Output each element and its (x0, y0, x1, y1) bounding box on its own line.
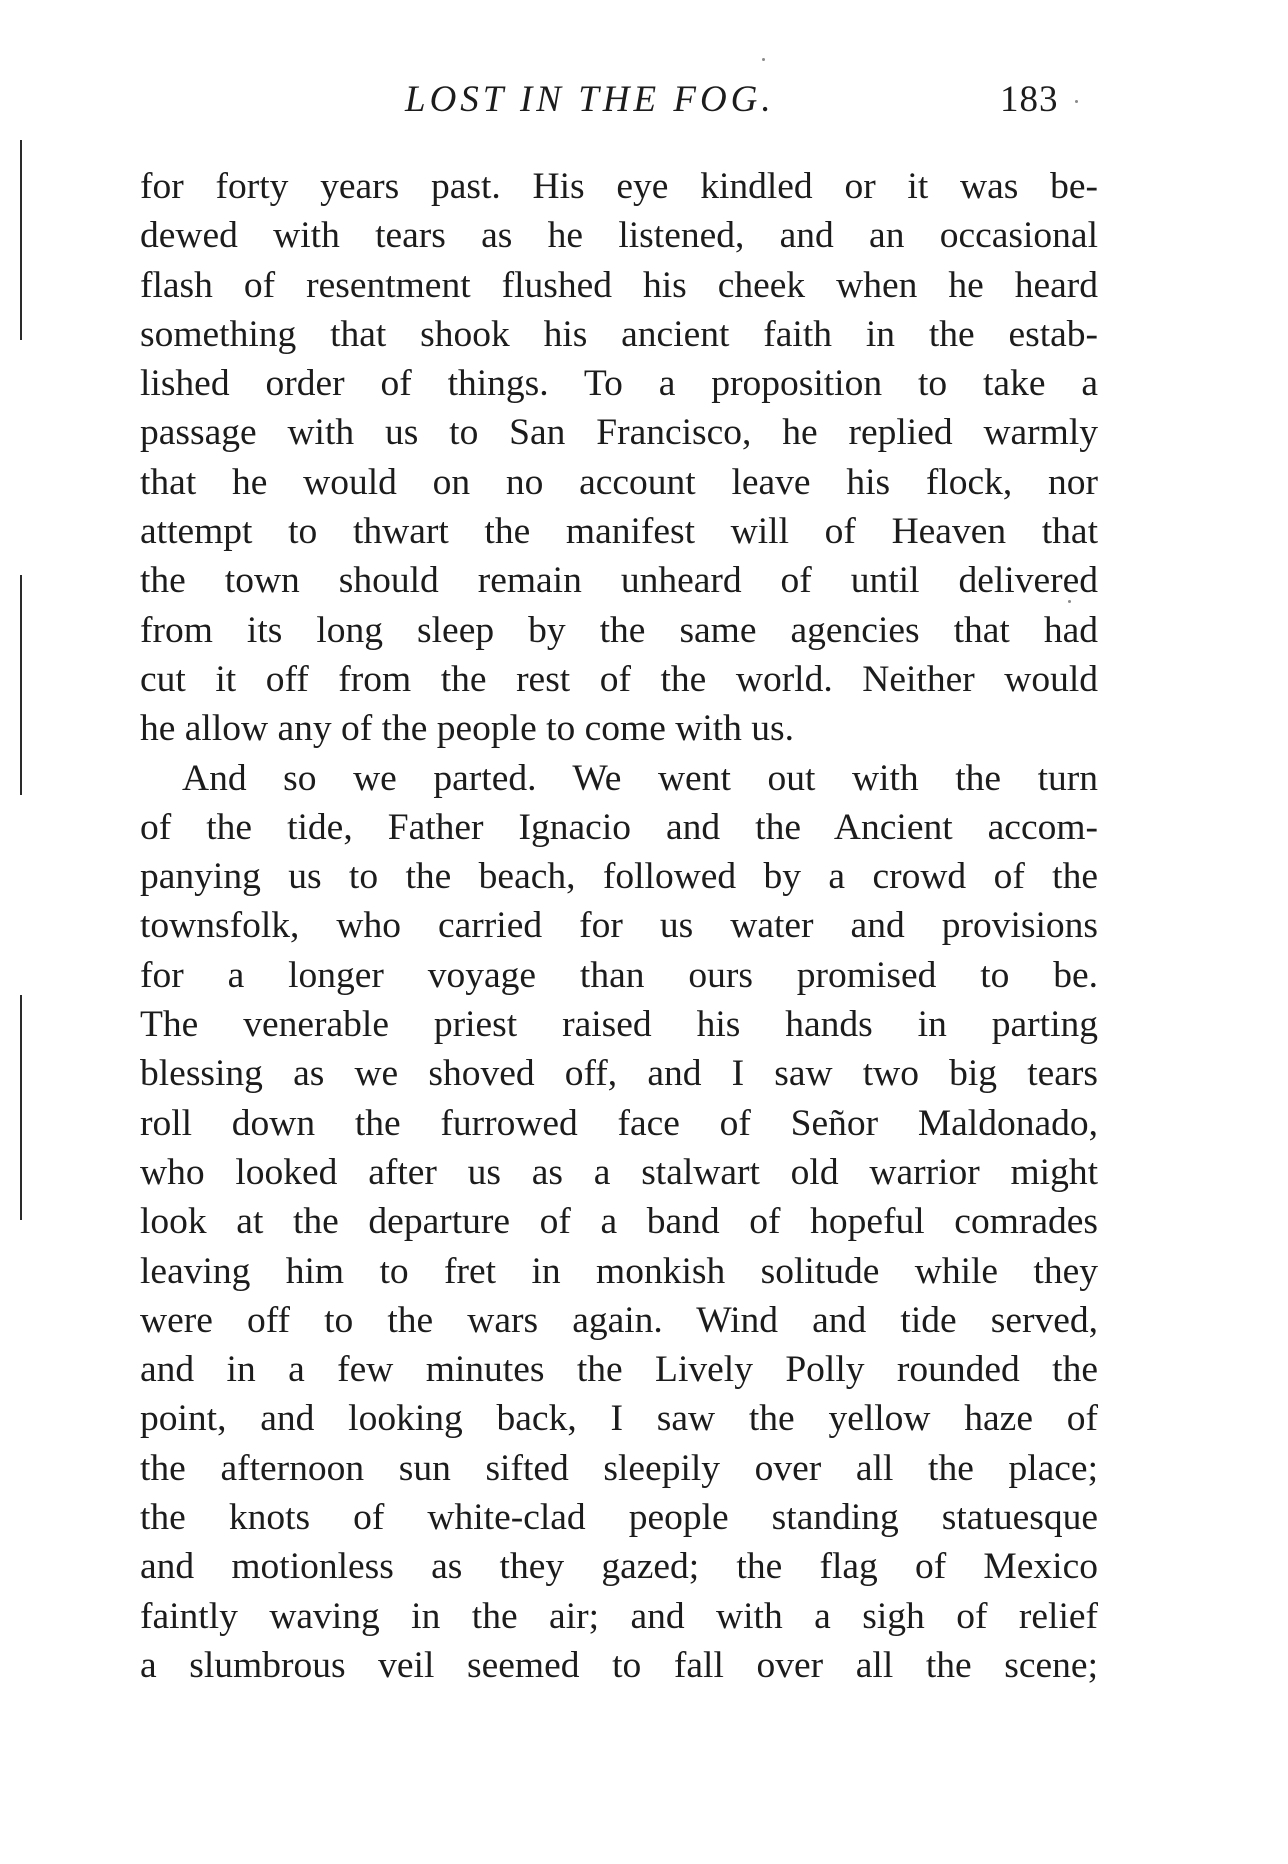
page-number: 183 (1000, 79, 1059, 120)
text-line-paragraph-start: And so we parted. We went out with the turn (182, 757, 1098, 799)
text-line: and in a few minutes the Lively Polly rounded the (140, 1349, 1098, 1391)
text-line: for a longer voyage than ours promised to be. (140, 954, 1098, 996)
text-line: townsfolk, who carried for us water and provisions (140, 905, 1098, 947)
text-line: of the tide, Father Ignacio and the Ancient accom- (140, 806, 1098, 848)
text-line: roll down the furrowed face of Señor Maldonado, (140, 1102, 1098, 1144)
scan-gutter-mark (20, 995, 22, 1220)
body-text (140, 162, 1098, 1690)
text-line-paragraph-end: he allow any of the people to come with us. (140, 708, 794, 750)
text-line: a slumbrous veil seemed to fall over all the scene; (140, 1644, 1098, 1686)
text-line: passage with us to San Francisco, he replied warmly (140, 412, 1098, 454)
text-line: who looked after us as a stalwart old warrior might (140, 1151, 1098, 1193)
text-line: attempt to thwart the manifest will of Heaven that (140, 511, 1098, 553)
scan-gutter-mark (20, 140, 22, 340)
text-line: the afternoon sun sifted sleepily over all the place; (140, 1447, 1098, 1489)
text-line: cut it off from the rest of the world. Neither would (140, 658, 1098, 700)
scan-speck (1075, 100, 1078, 103)
text-line: point, and looking back, I saw the yellow haze of (140, 1398, 1098, 1440)
text-line: for forty years past. His eye kindled or it was be- (140, 166, 1098, 207)
text-line: something that shook his ancient faith in the estab- (140, 313, 1098, 355)
text-line: blessing as we shoved off, and I saw two big tears (140, 1053, 1098, 1095)
text-line: dewed with tears as he listened, and an occasional (140, 215, 1098, 257)
text-line: flash of resentment flushed his cheek when he heard (140, 264, 1098, 306)
scan-speck (762, 58, 765, 61)
running-head (0, 78, 1288, 128)
text-line: lished order of things. To a proposition to take a (140, 363, 1098, 405)
text-line: The venerable priest raised his hands in parting (140, 1004, 1098, 1046)
text-line: from its long sleep by the same agencies that had (140, 609, 1098, 651)
text-line: panying us to the beach, followed by a crowd of the (140, 856, 1098, 898)
running-title: LOST IN THE FOG. (405, 79, 775, 120)
text-line: that he would on no account leave his flock, nor (140, 461, 1098, 503)
text-line: and motionless as they gazed; the flag of Mexico (140, 1546, 1098, 1588)
scan-gutter-mark (20, 575, 22, 795)
text-line: look at the departure of a band of hopeful comrades (140, 1201, 1098, 1243)
text-line: the knots of white-clad people standing statuesque (140, 1497, 1098, 1539)
text-line: faintly waving in the air; and with a sigh of relief (140, 1595, 1098, 1637)
text-line: the town should remain unheard of until delivered (140, 560, 1098, 602)
text-line: were off to the wars again. Wind and tide served, (140, 1299, 1098, 1341)
text-line: leaving him to fret in monkish solitude while they (140, 1250, 1098, 1292)
